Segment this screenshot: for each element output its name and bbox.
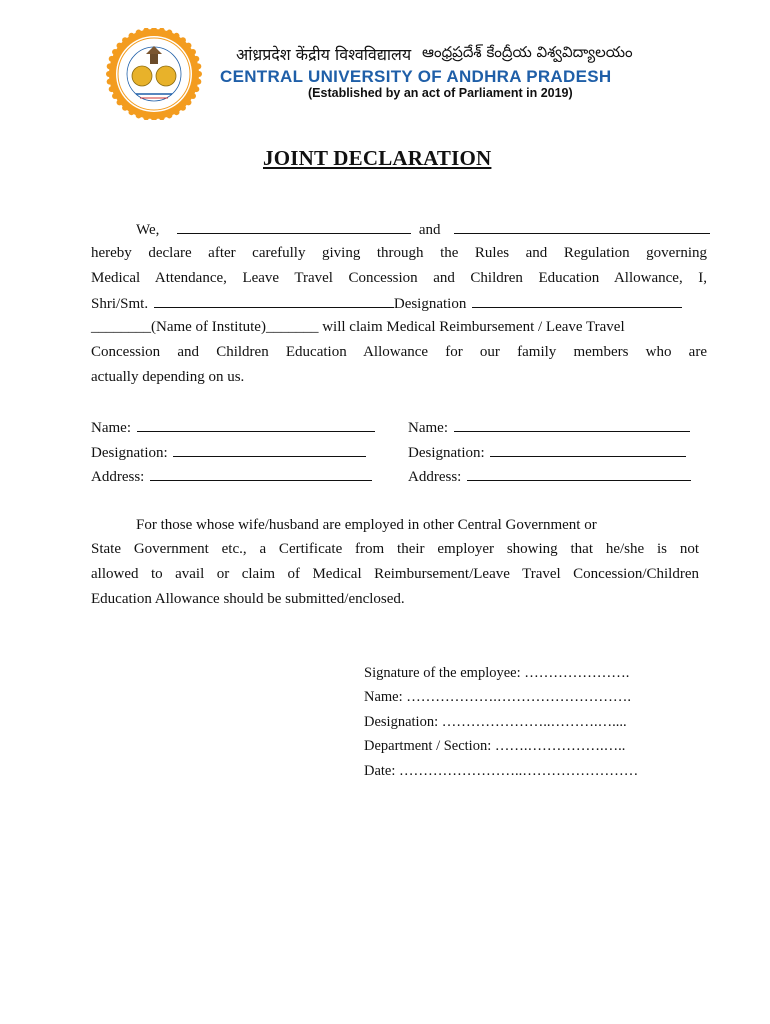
left-designation-blank[interactable] (173, 443, 366, 457)
left-address-blank[interactable] (150, 467, 372, 481)
left-designation-row (91, 443, 366, 462)
declaration-line-4 (91, 294, 682, 313)
declaration-line-5: ________(Name of Institute)_______ will claim Medical Reimbursement / Leave Travel (91, 319, 625, 335)
we-label: We, (136, 222, 160, 238)
second-declarant-blank[interactable] (454, 220, 710, 234)
university-seal-icon (106, 28, 202, 120)
left-name-blank[interactable] (137, 418, 375, 432)
right-designation-blank[interactable] (490, 443, 686, 457)
right-name-blank[interactable] (454, 418, 690, 432)
university-name: CENTRAL UNIVERSITY OF ANDHRA PRADESH (220, 67, 612, 86)
address-label: Address: (91, 469, 145, 485)
signature-name-line: Name: ……………….………………………. (364, 689, 632, 705)
right-address-row (408, 467, 691, 486)
left-address-row (91, 467, 372, 486)
declaration-line-7: actually depending on us. (91, 369, 245, 385)
signature-department-line: Department / Section: …….…………….….. (364, 738, 626, 754)
telugu-name: ఆంధ్రప్రదేశ్ కేంద్రీయ విశ్వవిద్యాలయం (422, 43, 633, 61)
note-line-2: State Government etc., a Certificate from their employer showing that he/she is not (91, 541, 699, 557)
note-line-4: Education Allowance should be submitted/enclosed. (91, 591, 405, 607)
note-line-3: allowed to avail or claim of Medical Reimbursement/Leave Travel Concession/Children (91, 566, 699, 582)
designation-label: Designation: (91, 445, 168, 461)
hindi-name: आंध्रप्रदेश केंद्रीय विश्वविद्यालय (236, 45, 412, 64)
declaration-line-6: Concession and Children Education Allowance for our family members who are (91, 344, 707, 360)
employee-name-blank[interactable] (154, 294, 394, 308)
designation-blank[interactable] (472, 294, 682, 308)
designation-label: Designation: (408, 445, 485, 461)
established-note: (Established by an act of Parliament in 2019) (308, 86, 573, 100)
signature-designation-line: Designation: …………………..……….….... (364, 714, 627, 730)
declaration-line-2: hereby declare after carefully giving through the Rules and Regulation governing (91, 245, 707, 261)
right-designation-row (408, 443, 686, 462)
first-declarant-blank[interactable] (177, 220, 411, 234)
name-label: Name: (408, 420, 448, 436)
name-label: Name: (91, 420, 131, 436)
declaration-line-3: Medical Attendance, Leave Travel Concession and Children Education Allowance, I, (91, 270, 707, 286)
declaration-line-1 (136, 220, 710, 239)
page-title: JOINT DECLARATION (263, 146, 492, 170)
signature-date-line: Date: ……………………..…………………… (364, 763, 639, 779)
signature-line: Signature of the employee: …………………. (364, 665, 630, 681)
shri-smt-label: Shri/Smt. (91, 296, 149, 312)
right-name-row (408, 418, 690, 437)
designation-label: Designation (393, 296, 467, 312)
address-label: Address: (408, 469, 462, 485)
left-name-row (91, 418, 375, 437)
note-line-1: For those whose wife/husband are employed in other Central Government or (136, 517, 597, 533)
right-address-blank[interactable] (467, 467, 691, 481)
and-label: and (418, 222, 441, 238)
